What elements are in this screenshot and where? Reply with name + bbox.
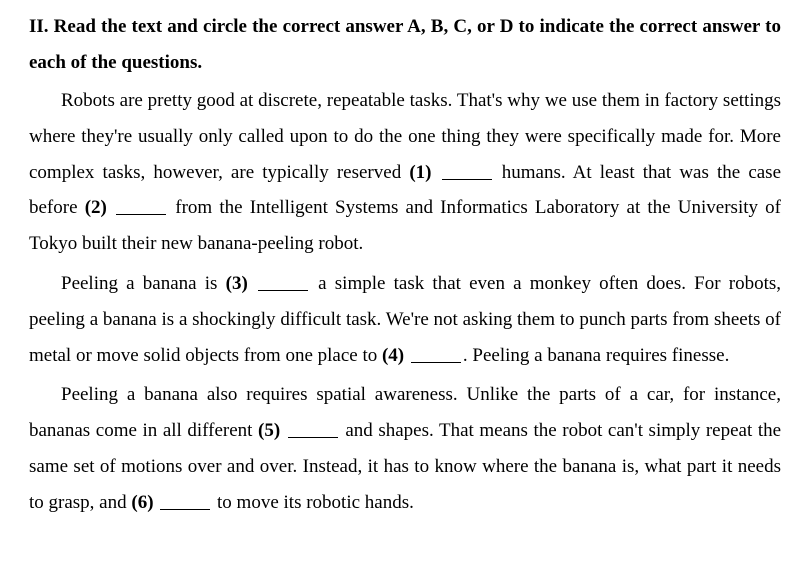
question-number-1: (1) — [409, 161, 432, 183]
paragraph-text: from the Intelligent Systems and Informatics Laboratory at the University of Tokyo built their new banana-peeling robot. — [29, 197, 782, 255]
paragraph-text: Peeling a banana is — [61, 272, 218, 294]
paragraph-text: a simple task that even a monkey often does. For robots, peeling a banana is a shockingly difficult task. We're not asking them to punch parts from sheets of metal or move solid objects from one place to — [29, 272, 781, 366]
paragraph-text: and shapes. That means the robot can't simply repeat the same set of motions over and over. Instead, it has to know where the banana is, what part it needs to grasp, and — [29, 420, 782, 513]
paragraph-1 — [29, 83, 781, 262]
answer-blank-2[interactable] — [116, 214, 166, 215]
answer-blank-5[interactable] — [288, 437, 338, 438]
paragraph-text: . Peeling a banana requires finesse. — [462, 344, 730, 366]
question-number-2: (2) — [84, 197, 107, 219]
answer-blank-3[interactable] — [258, 290, 308, 291]
question-number-5: (5) — [258, 420, 281, 442]
paragraph-text: Peeling a banana also requires spatial awareness. Unlike the parts of a car, for instance, bananas come in all different — [29, 384, 781, 442]
paragraph-3 — [29, 377, 781, 520]
question-number-3: (3) — [225, 272, 248, 294]
answer-blank-1[interactable] — [442, 179, 492, 180]
paragraph-text: to move its robotic hands. — [217, 491, 414, 513]
paragraph-text: Robots are pretty good at discrete, repeatable tasks. That's why we use them in factory settings where they're usually only called upon to do the one thing they were specifically made for. More complex tasks, however, are typically reserved — [29, 90, 781, 183]
answer-blank-6[interactable] — [160, 509, 210, 510]
answer-blank-4[interactable] — [411, 362, 461, 363]
question-number-4: (4) — [381, 344, 405, 366]
paragraph-2 — [29, 266, 781, 373]
question-number-6: (6) — [131, 491, 154, 513]
section-heading: II. Read the text and circle the correct answer A, B, C, or D to indicate the correct answer to each of the questions. — [29, 16, 781, 73]
paragraph-text: humans. At least that was the case before — [29, 161, 782, 219]
